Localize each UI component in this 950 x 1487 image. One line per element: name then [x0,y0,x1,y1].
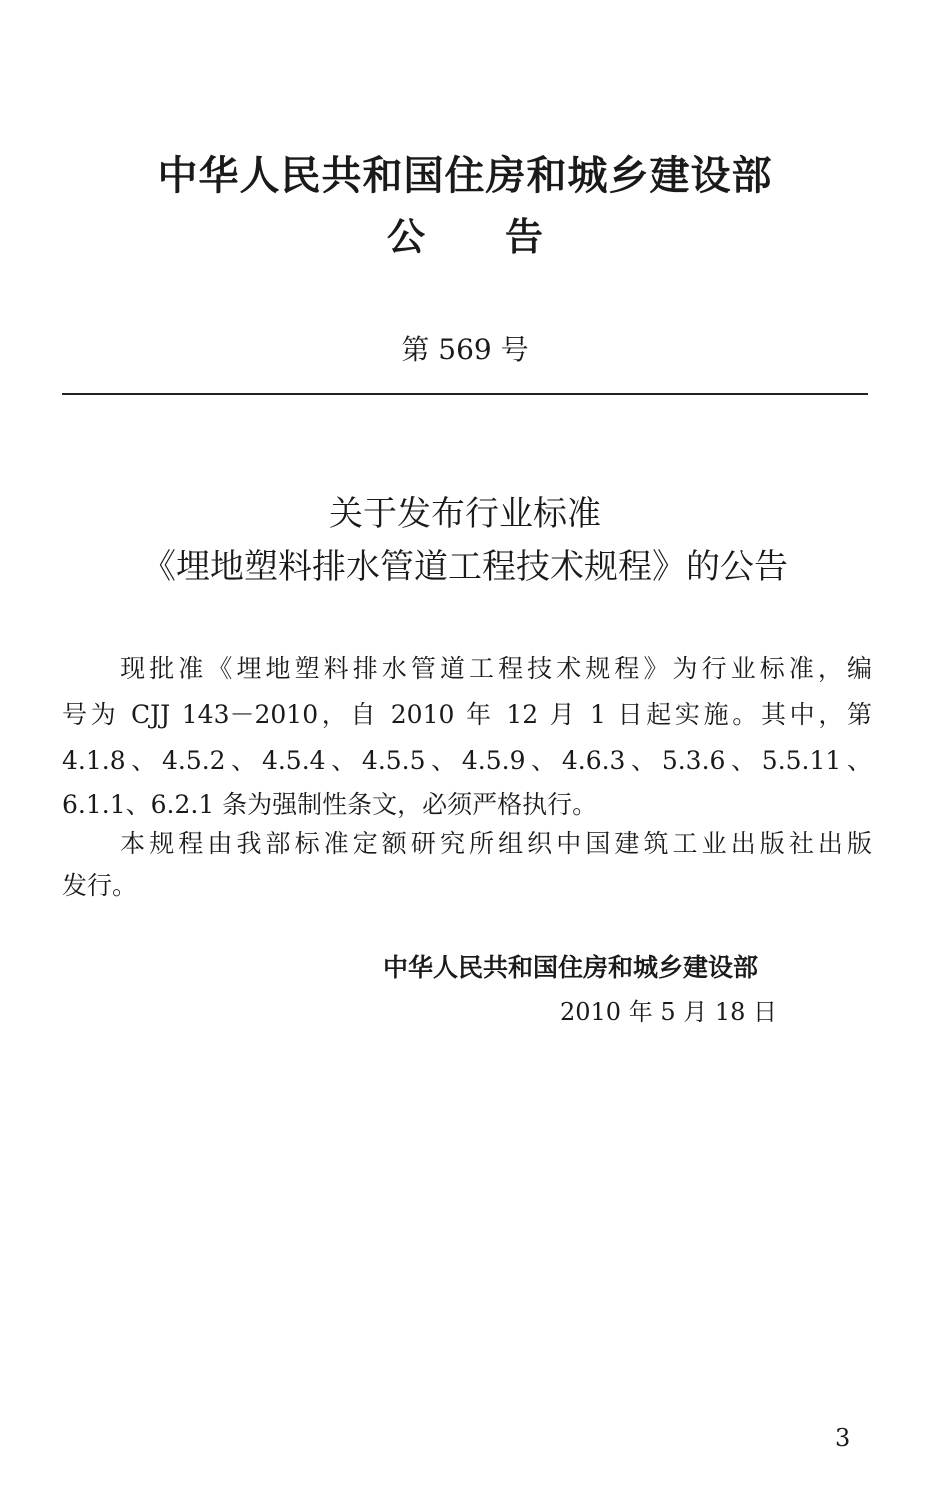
notice-heading: 公告 [386,215,623,259]
body-line: 号为 CJJ 143－2010，自 2010 年 12 月 1 日起实施。其中，第 [62,700,872,729]
body-line: 本规程由我部标准定额研究所组织中国建筑工业出版社出版 [62,829,872,858]
ministry-title: 中华人民共和国住房和城乡建设部 [157,153,773,199]
signature-date: 2010 年 5 月 18 日 [560,998,778,1026]
body-line: 现批准《埋地塑料排水管道工程技术规程》为行业标准，编 [62,654,872,683]
notice-number: 第 569 号 [401,333,529,366]
signature-department: 中华人民共和国住房和城乡建设部 [383,953,759,982]
subject-line-1: 关于发布行业标准 [329,494,601,534]
body-line: 4.1.8、4.5.2、4.5.4、4.5.5、4.5.9、4.6.3、5.3.6、5.5.11、 [62,746,872,775]
page-number: 3 [835,1424,851,1452]
body-line: 发行。 [62,871,138,900]
body-line: 6.1.1、6.2.1 条为强制性条文，必须严格执行。 [62,790,598,819]
header-divider [62,393,868,395]
subject-line-2: 《埋地塑料排水管道工程技术规程》的公告 [142,547,788,587]
